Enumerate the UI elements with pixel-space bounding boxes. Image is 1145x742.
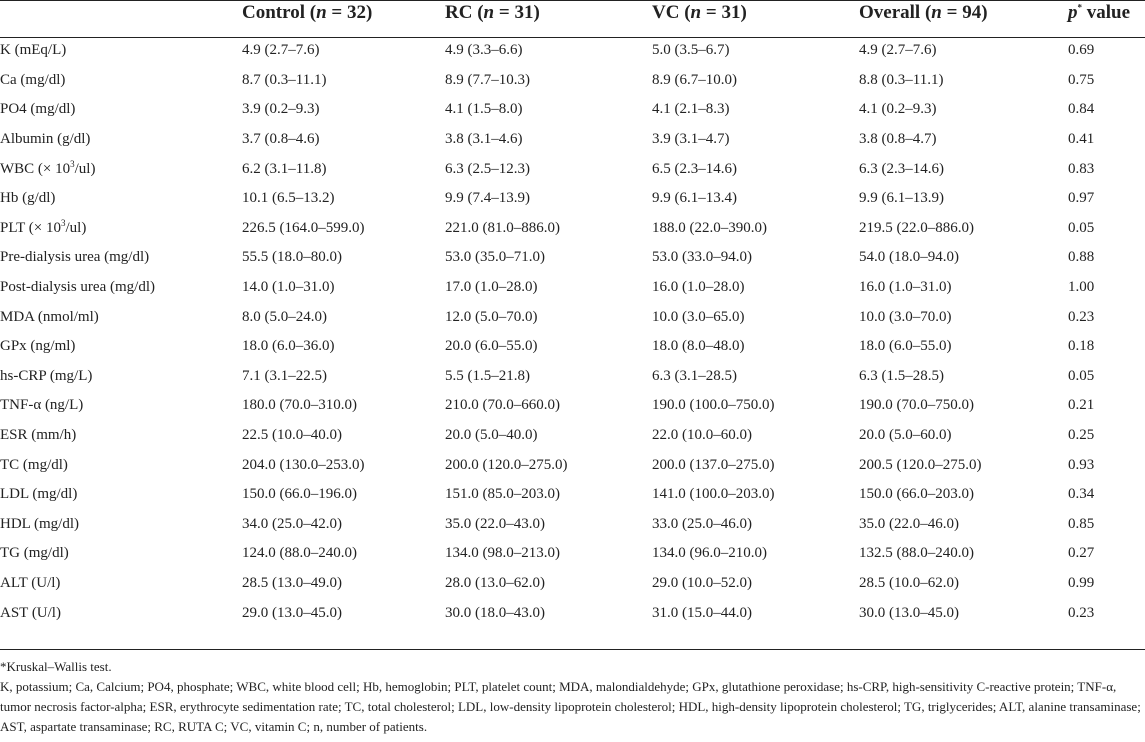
cell-vc: 22.0 (10.0–60.0) [652, 427, 752, 443]
cell-overall: 4.9 (2.7–7.6) [859, 42, 937, 59]
cell-p-value: 0.75 [1068, 71, 1095, 88]
cell-rc: 151.0 (85.0–203.0) [445, 486, 560, 503]
cell-p-value: 0.25 [1068, 427, 1095, 443]
cell-p-value: 0.21 [1068, 397, 1095, 414]
table-row [0, 303, 1145, 333]
cell-overall: 8.8 (0.3–11.1) [859, 71, 944, 88]
cell-overall: 219.5 (22.0–886.0) [859, 219, 974, 236]
cell-p-value: 0.05 [1068, 367, 1095, 384]
cell-overall: 20.0 (5.0–60.0) [859, 427, 952, 443]
cell-vc: 134.0 (96.0–210.0) [652, 545, 767, 562]
row-label: K (mEq/L) [0, 42, 67, 59]
table-row [0, 421, 1145, 451]
row-label: TNF-α (ng/L) [0, 397, 84, 414]
cell-rc: 210.0 (70.0–660.0) [445, 397, 560, 414]
cell-rc: 4.1 (1.5–8.0) [445, 101, 523, 118]
cell-p-value: 0.69 [1068, 42, 1095, 59]
table-row [0, 125, 1145, 155]
cell-control: 3.9 (0.2–9.3) [242, 101, 320, 118]
cell-p-value: 0.93 [1068, 456, 1095, 473]
row-label: ESR (mm/h) [0, 427, 77, 443]
cell-rc: 134.0 (98.0–213.0) [445, 545, 560, 562]
row-label: HDL (mg/dl) [0, 515, 80, 532]
cell-control: 22.5 (10.0–40.0) [242, 427, 342, 443]
cell-control: 8.7 (0.3–11.1) [242, 71, 327, 88]
cell-overall: 200.5 (120.0–275.0) [859, 456, 982, 473]
cell-vc: 190.0 (100.0–750.0) [652, 397, 775, 414]
cell-vc: 16.0 (1.0–28.0) [652, 279, 745, 295]
cell-control: 28.5 (13.0–49.0) [242, 575, 342, 591]
cell-p-value: 0.27 [1068, 545, 1095, 562]
cell-rc: 30.0 (18.0–43.0) [445, 604, 545, 621]
cell-control: 34.0 (25.0–42.0) [242, 515, 342, 532]
row-label: hs-CRP (mg/L) [0, 367, 93, 384]
cell-rc: 53.0 (35.0–71.0) [445, 249, 545, 266]
table-row [0, 184, 1145, 214]
cell-control: 226.5 (164.0–599.0) [242, 219, 365, 236]
cell-overall: 6.3 (1.5–28.5) [859, 367, 944, 384]
row-label: Ca (mg/dl) [0, 71, 66, 88]
row-label: PLT (× $10^3/ul$) [0, 217, 87, 236]
table-row [0, 36, 1145, 66]
cell-overall: 54.0 (18.0–94.0) [859, 249, 959, 266]
table-row [0, 391, 1145, 421]
table-footnotes [0, 657, 1145, 737]
cell-overall: 10.0 (3.0–70.0) [859, 308, 952, 325]
cell-control: 8.0 (5.0–24.0) [242, 308, 327, 325]
table-row [0, 273, 1145, 303]
row-label: TG (mg/dl) [0, 545, 69, 562]
header-rc: RC (n = 31) [445, 2, 540, 23]
row-label: AST (U/l) [0, 604, 61, 621]
cell-overall: 132.5 (88.0–240.0) [859, 545, 974, 562]
cell-p-value: 1.00 [1068, 279, 1095, 295]
cell-rc: 4.9 (3.3–6.6) [445, 42, 523, 59]
footnote-test: *Kruskal–Wallis test. [0, 659, 112, 674]
cell-vc: 3.9 (3.1–4.7) [652, 131, 730, 147]
cell-overall: 3.8 (0.8–4.7) [859, 131, 937, 147]
cell-overall: 35.0 (22.0–46.0) [859, 515, 959, 532]
cell-rc: 17.0 (1.0–28.0) [445, 279, 538, 295]
cell-overall: 4.1 (0.2–9.3) [859, 101, 937, 118]
table-header [0, 0, 1145, 37]
cell-overall: 28.5 (10.0–62.0) [859, 575, 959, 591]
row-label: Hb (g/dl) [0, 190, 56, 207]
bottom-rule [0, 649, 1145, 650]
cell-p-value: 0.85 [1068, 515, 1095, 532]
cell-p-value: 0.41 [1068, 131, 1095, 147]
cell-rc: 35.0 (22.0–43.0) [445, 515, 545, 532]
table-row [0, 599, 1145, 629]
row-label: Post-dialysis urea (mg/dl) [0, 279, 155, 295]
cell-vc: 6.5 (2.3–14.6) [652, 160, 737, 177]
row-label: Pre-dialysis urea (mg/dl) [0, 249, 150, 266]
row-label: Albumin (g/dl) [0, 131, 91, 147]
table-row [0, 451, 1145, 481]
row-label: MDA (nmol/ml) [0, 308, 99, 325]
cell-control: 150.0 (66.0–196.0) [242, 486, 357, 503]
table-row [0, 214, 1145, 244]
header-overall: Overall (n = 94) [859, 2, 988, 23]
cell-p-value: 0.99 [1068, 575, 1095, 591]
cell-overall: 16.0 (1.0–31.0) [859, 279, 952, 295]
cell-control: 124.0 (88.0–240.0) [242, 545, 357, 562]
cell-p-value: 0.05 [1068, 219, 1095, 236]
header-vc: VC (n = 31) [652, 2, 747, 23]
cell-vc: 8.9 (6.7–10.0) [652, 71, 737, 88]
cell-p-value: 0.84 [1068, 101, 1095, 118]
header-control: Control (n = 32) [242, 2, 373, 23]
cell-p-value: 0.18 [1068, 338, 1095, 355]
table-row [0, 510, 1145, 540]
cell-control: 204.0 (130.0–253.0) [242, 456, 365, 473]
cell-control: 55.5 (18.0–80.0) [242, 249, 342, 266]
cell-p-value: 0.34 [1068, 486, 1095, 503]
footnote-abbreviations: K, potassium; Ca, Calcium; PO4, phosphate; WBC, white blood cell; Hb, hemoglobin; PLT, platelet count; MDA, malondialdehyde; GPx, glutathione peroxidase; hs-CRP, high-sensitivity C-reactive protein; TNF-α, tumor necrosis factor-alpha; ESR, erythrocyte sedimentation rate; TC, total cholesterol; LDL, low-density lipoprotein cholesterol; HDL, high-density lipoprotein cholesterol; TG, triglycerides; ALT, alanine transaminase; AST, aspartate transaminase; RC, RUTA C; VC, vitamin C; n, number of patients. [0, 679, 1141, 734]
cell-vc: 29.0 (10.0–52.0) [652, 575, 752, 591]
cell-overall: 150.0 (66.0–203.0) [859, 486, 974, 503]
cell-vc: 188.0 (22.0–390.0) [652, 219, 767, 236]
cell-control: 29.0 (13.0–45.0) [242, 604, 342, 621]
cell-rc: 9.9 (7.4–13.9) [445, 190, 530, 207]
cell-control: 14.0 (1.0–31.0) [242, 279, 335, 295]
cell-vc: 10.0 (3.0–65.0) [652, 308, 745, 325]
cell-vc: 200.0 (137.0–275.0) [652, 456, 775, 473]
cell-rc: 12.0 (5.0–70.0) [445, 308, 538, 325]
table-row [0, 243, 1145, 273]
table-row [0, 539, 1145, 569]
cell-overall: 190.0 (70.0–750.0) [859, 397, 974, 414]
cell-vc: 18.0 (8.0–48.0) [652, 338, 745, 355]
cell-vc: 6.3 (3.1–28.5) [652, 367, 737, 384]
cell-p-value: 0.97 [1068, 190, 1095, 207]
cell-control: 18.0 (6.0–36.0) [242, 338, 335, 355]
cell-rc: 6.3 (2.5–12.3) [445, 160, 530, 177]
cell-vc: 31.0 (15.0–44.0) [652, 604, 752, 621]
cell-rc: 28.0 (13.0–62.0) [445, 575, 545, 591]
cell-p-value: 0.23 [1068, 604, 1095, 621]
row-label: GPx (ng/ml) [0, 338, 76, 355]
cell-p-value: 0.83 [1068, 160, 1095, 177]
cell-vc: 33.0 (25.0–46.0) [652, 515, 752, 532]
cell-rc: 3.8 (3.1–4.6) [445, 131, 523, 147]
table-row [0, 362, 1145, 392]
row-label: PO4 (mg/dl) [0, 101, 76, 118]
cell-vc: 53.0 (33.0–94.0) [652, 249, 752, 266]
cell-vc: 5.0 (3.5–6.7) [652, 42, 730, 59]
cell-overall: 30.0 (13.0–45.0) [859, 604, 959, 621]
row-label: LDL (mg/dl) [0, 486, 78, 503]
cell-rc: 5.5 (1.5–21.8) [445, 367, 530, 384]
cell-vc: 141.0 (100.0–203.0) [652, 486, 775, 503]
row-label: ALT (U/l) [0, 575, 61, 591]
row-label: WBC (× $10^3/ul$) [0, 158, 96, 177]
cell-rc: 20.0 (6.0–55.0) [445, 338, 538, 355]
table-row [0, 95, 1145, 125]
cell-rc: 221.0 (81.0–886.0) [445, 219, 560, 236]
row-label: TC (mg/dl) [0, 456, 68, 473]
cell-control: 6.2 (3.1–11.8) [242, 160, 327, 177]
cell-control: 10.1 (6.5–13.2) [242, 190, 335, 207]
cell-control: 4.9 (2.7–7.6) [242, 42, 320, 59]
table-row [0, 480, 1145, 510]
cell-control: 180.0 (70.0–310.0) [242, 397, 357, 414]
cell-p-value: 0.88 [1068, 249, 1095, 266]
cell-vc: 9.9 (6.1–13.4) [652, 190, 737, 207]
cell-rc: 200.0 (120.0–275.0) [445, 456, 568, 473]
cell-overall: 6.3 (2.3–14.6) [859, 160, 944, 177]
cell-rc: 8.9 (7.7–10.3) [445, 71, 530, 88]
cell-overall: 9.9 (6.1–13.9) [859, 190, 944, 207]
cell-rc: 20.0 (5.0–40.0) [445, 427, 538, 443]
table-row [0, 569, 1145, 599]
cell-p-value: 0.23 [1068, 308, 1095, 325]
cell-control: 3.7 (0.8–4.6) [242, 131, 320, 147]
table-row [0, 66, 1145, 96]
table-row [0, 155, 1145, 185]
cell-overall: 18.0 (6.0–55.0) [859, 338, 952, 355]
cell-vc: 4.1 (2.1–8.3) [652, 101, 730, 118]
header-p-value: p* value [1068, 2, 1131, 23]
table-row [0, 332, 1145, 362]
cell-control: 7.1 (3.1–22.5) [242, 367, 327, 384]
